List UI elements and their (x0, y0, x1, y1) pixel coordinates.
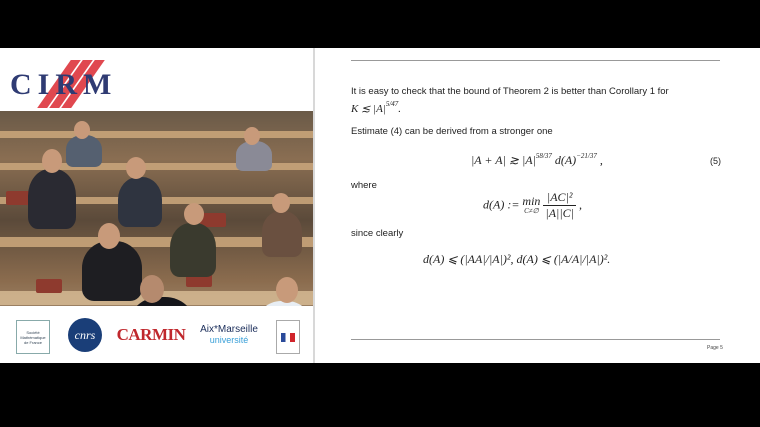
amu-logo-line2: université (209, 335, 249, 345)
french-flag-icon (281, 333, 295, 342)
amu-logo (196, 322, 262, 348)
attendee-head (244, 127, 260, 145)
lecture-slide (315, 48, 760, 363)
attendee-head (74, 121, 90, 139)
attendee-head (276, 277, 298, 303)
smf-logo-line2: Mathématique (20, 334, 46, 340)
attendee (170, 223, 216, 277)
min-subscript: C≠∅ (524, 206, 539, 215)
min-operator (522, 193, 541, 216)
slide-text-line1: It is easy to check that the bound of Theorem 2 is better than Corollary 1 for (351, 86, 669, 97)
fraction (543, 190, 576, 221)
attendee (262, 211, 302, 257)
definition-lhs: d(A) := (483, 197, 523, 212)
equation-5-end: , (596, 153, 603, 167)
attendee (28, 169, 76, 229)
period: . (398, 103, 402, 115)
cnrs-logo: cnrs (68, 318, 102, 352)
equation-5-lhs: |A + A| ≳ |A| (471, 153, 536, 167)
carmin-logo: CARMIN (116, 325, 186, 344)
fraction-numerator: |AC|² (543, 190, 576, 206)
attendee-head (42, 149, 62, 173)
attendee (82, 241, 142, 301)
slide-top-rule (351, 60, 720, 61)
equation-5 (471, 152, 603, 168)
attendee-head (126, 157, 146, 179)
slide-text-line3: Estimate (4) can be derived from a stronger one (351, 126, 553, 137)
slide-text-line2 (351, 100, 401, 115)
fraction-denominator: |A||C| (545, 206, 574, 220)
attendee-head (272, 193, 290, 213)
sponsor-logos (0, 306, 313, 363)
min-label: min (522, 193, 541, 208)
slide-text-since: since clearly (351, 228, 404, 239)
smf-logo-line1: Société (26, 329, 40, 335)
attendee (66, 135, 102, 167)
inequality-lhs: K ≲ |A| (351, 103, 386, 115)
cirm-logo (8, 60, 308, 112)
equation-d-definition (483, 190, 582, 221)
equation-number: (5) (710, 156, 721, 166)
slide-text-where: where (351, 180, 377, 191)
attendee-head (98, 223, 120, 249)
attendee (118, 177, 162, 227)
smf-logo (16, 320, 50, 354)
desk-row (0, 131, 313, 138)
exponent: 5/47 (385, 100, 399, 108)
attendee-head (184, 203, 204, 225)
republique-francaise-logo (276, 320, 300, 354)
slide-bottom-rule (351, 339, 720, 340)
equation-5-exp2: −21/37 (576, 152, 597, 160)
smf-logo-line3: de France (23, 339, 42, 345)
logo-text: CIRM (10, 68, 118, 101)
equation-5-mid: d(A) (551, 153, 577, 167)
attendee (236, 141, 272, 171)
amu-logo-line1: Aix*Marseille (200, 324, 258, 335)
left-panel (0, 48, 313, 363)
definition-end: , (575, 197, 582, 212)
page-number: Page 5 (707, 345, 723, 351)
equation-5-exp1: 58/37 (535, 152, 552, 160)
equation-bounds: d(A) ⩽ (|AA|/|A|)², d(A) ⩽ (|A/A|/|A|)². (423, 252, 611, 266)
attendee-head (140, 275, 164, 303)
seat (36, 279, 62, 293)
video-frame (0, 48, 760, 363)
